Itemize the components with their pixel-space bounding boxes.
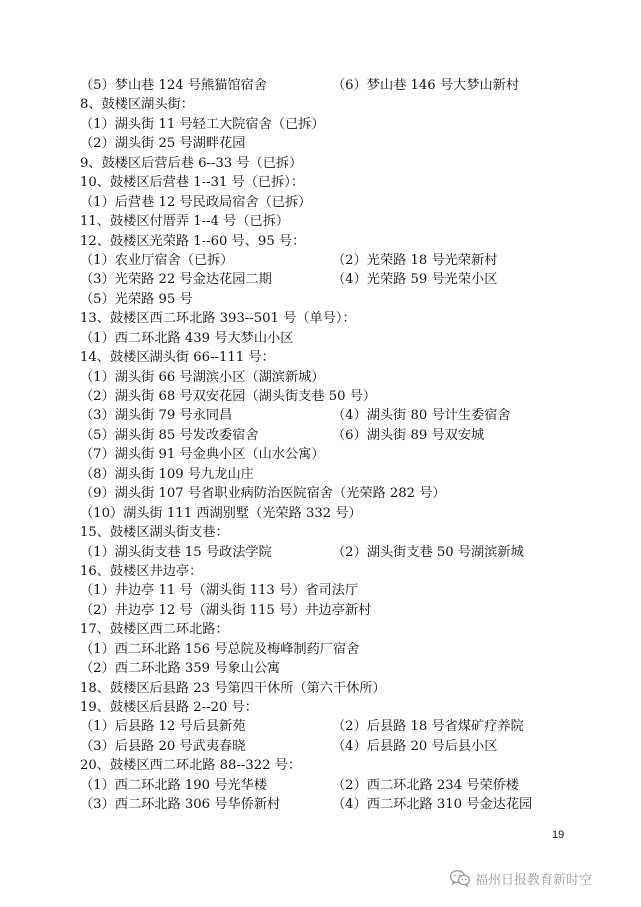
text-line: [80, 543, 580, 562]
text-line: [80, 95, 580, 114]
text-line: [80, 134, 580, 153]
line-text-left: （1）西二环北路 190 号光华楼: [80, 777, 268, 793]
text-line: [80, 581, 580, 600]
line-text-left: （3）光荣路 22 号金达花园二期: [80, 272, 272, 288]
line-text-left: （1）湖头街支巷 15 号政法学院: [80, 544, 272, 560]
line-text-left: （8）湖头街 109 号九龙山庄: [80, 466, 254, 482]
line-text-left: 10、鼓楼区后营巷 1--31 号（已拆）：: [80, 175, 305, 191]
line-text-left: 17、鼓楼区西二环北路：: [80, 622, 229, 638]
line-text-left: 14、鼓楼区湖头街 66--111 号：: [80, 350, 275, 366]
text-line: [80, 406, 580, 425]
text-line: [80, 173, 580, 192]
text-line: [80, 698, 580, 717]
line-text-left: （9）湖头街 107 号省职业病防治医院宿舍（光荣路 282 号）: [80, 486, 446, 502]
line-text-left: 15、鼓楼区湖头街支巷：: [80, 525, 229, 541]
line-text-left: 9、鼓楼区后营后巷 6--33 号（已拆）: [80, 155, 303, 171]
text-line: [80, 601, 580, 620]
text-line: [80, 679, 580, 698]
line-text-left: （5）梦山巷 124 号熊猫馆宿舍: [80, 78, 268, 93]
line-text-right: （2）光荣路 18 号光荣新村: [332, 252, 498, 268]
line-text-right: （6）梦山巷 146 号大梦山新村: [332, 78, 520, 93]
line-text-left: （1）湖头街 11 号轻工大院宿舍（已拆）: [80, 116, 325, 132]
text-line: [80, 329, 580, 348]
line-text-right: （2）湖头街支巷 50 号湖滨新城: [332, 544, 524, 560]
line-text-left: （7）湖头街 91 号金典小区（山水公寓）: [80, 447, 325, 463]
text-line: [80, 426, 580, 445]
text-line: [80, 445, 580, 464]
line-text-left: （2）井边亭 12 号（湖头街 115 号）井边亭新村: [80, 602, 372, 618]
text-line: [80, 212, 580, 231]
line-text-left: （2）湖头街 25 号湖畔花园: [80, 136, 246, 152]
line-text-right: （4）光荣路 59 号光荣小区: [332, 272, 498, 288]
line-text-left: （2）湖头街 68 号双安花园（湖头街支巷 50 号）: [80, 389, 377, 404]
line-text-left: （3）后县路 20 号武夷春晓: [80, 738, 246, 754]
address-list: [80, 76, 580, 815]
line-text-left: 19、鼓楼区后县路 2--20 号：: [80, 700, 258, 715]
text-line: [80, 154, 580, 173]
text-line: [80, 115, 580, 134]
line-text-left: （1）井边亭 11 号（湖头街 113 号）省司法厅: [80, 583, 359, 599]
text-line: [80, 756, 580, 775]
wechat-icon: [449, 869, 471, 887]
line-text-right: （2）后县路 18 号省煤矿疗养院: [332, 719, 524, 735]
line-text-left: （1）西二环北路 156 号总院及梅峰制药厂宿舍: [80, 641, 360, 657]
line-text-left: （3）湖头街 79 号永同昌: [80, 408, 233, 424]
text-line: [80, 640, 580, 659]
line-text-right: （6）湖头街 89 号双安城: [332, 427, 485, 443]
line-text-left: 20、鼓楼区西二环北路 88--322 号：: [80, 758, 302, 774]
text-line: [80, 387, 580, 406]
text-line: [80, 232, 580, 251]
line-text-left: 8、鼓楼区湖头街：: [80, 97, 194, 113]
line-text-left: （5）湖头街 85 号发改委宿舍: [80, 427, 259, 443]
line-text-left: （5）光荣路 95 号: [80, 291, 193, 307]
text-line: [80, 465, 580, 484]
line-text-right: （2）西二环北路 234 号荣侨楼: [332, 777, 520, 793]
line-text-left: （10）湖头街 111 西湖别墅（光荣路 332 号）: [80, 505, 362, 521]
line-text-left: （1）湖头街 66 号湖滨小区（湖滨新城）: [80, 369, 325, 385]
text-line: [80, 251, 580, 270]
text-line: [80, 737, 580, 756]
line-text-left: 16、鼓楼区井边亭：: [80, 563, 203, 579]
line-text-right: （4）后县路 20 号后县小区: [332, 738, 498, 754]
text-line: [80, 290, 580, 309]
text-line: [80, 484, 580, 503]
text-line: [80, 659, 580, 678]
text-line: [80, 795, 580, 814]
line-text-right: （4）西二环北路 310 号金达花园: [332, 797, 533, 813]
watermark-text: 福州日报教育新时空: [475, 871, 593, 887]
line-text-left: （1）后县路 12 号后县新苑: [80, 719, 246, 735]
text-line: [80, 504, 580, 523]
text-line: [80, 270, 580, 289]
line-text-left: 12、鼓楼区光荣路 1--60 号、95 号：: [80, 233, 306, 249]
text-line: [80, 348, 580, 367]
text-line: [80, 76, 580, 95]
text-line: [80, 620, 580, 639]
line-text-left: 13、鼓楼区西二环北路 393--501 号（单号）：: [80, 311, 356, 327]
text-line: [80, 717, 580, 736]
text-line: [80, 523, 580, 542]
line-text-left: （1）西二环北路 439 号大梦山小区: [80, 330, 294, 346]
line-text-right: （4）湖头街 80 号计生委宿舍: [332, 408, 511, 424]
line-text-left: （1）后营巷 12 号民政局宿舍（已拆）: [80, 194, 312, 210]
line-text-left: 18、鼓楼区后县路 23 号第四干休所（第六干休所）: [80, 680, 386, 696]
text-line: [80, 776, 580, 795]
line-text-left: （2）西二环北路 359 号象山公寓: [80, 661, 281, 677]
line-text-left: （1）农业厅宿舍（已拆）: [80, 252, 234, 268]
text-line: [80, 309, 580, 328]
watermark-footer: [449, 868, 592, 888]
page-number: 19: [552, 829, 565, 841]
text-line: [80, 193, 580, 212]
line-text-left: （3）西二环北路 306 号华侨新村: [80, 797, 281, 813]
text-line: [80, 562, 580, 581]
text-line: [80, 368, 580, 387]
line-text-left: 11、鼓楼区付厝弄 1--4 号（已拆）: [80, 214, 290, 230]
